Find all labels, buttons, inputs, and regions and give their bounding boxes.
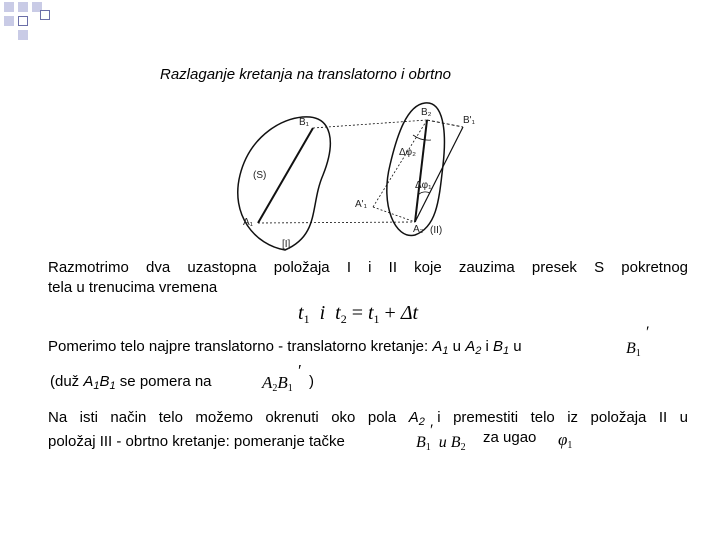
decor-square (4, 2, 14, 12)
p2-u1: u (448, 338, 466, 355)
paragraph-intro (48, 258, 688, 298)
p4-za-ugao: za ugao (483, 429, 537, 446)
p3-close: ) (309, 373, 314, 390)
math-a-sub: 2 (272, 383, 278, 394)
p2-a2-sub: 2 (475, 345, 482, 357)
label-b2: B₂ (421, 107, 432, 118)
p2-b-sub: 1 (503, 345, 510, 357)
p4-line1-b: i premestiti telo iz položaja II u (424, 409, 688, 426)
math-b: B (626, 340, 636, 357)
formula-t2: t (335, 302, 341, 324)
math-b1prime-a (626, 324, 650, 359)
line-a1prime-a2 (373, 207, 415, 222)
paragraph-translation (48, 337, 522, 361)
formula-t1: t (298, 302, 304, 324)
math-b: B (416, 434, 426, 451)
motion-figure (225, 95, 480, 260)
label-dphi2: Δφ₂ (399, 147, 417, 158)
label-a1: A₁ (243, 217, 254, 228)
math-b1prime-u-b2 (416, 422, 466, 453)
p2-u2: u (509, 338, 522, 355)
p3-a: A (83, 373, 94, 390)
math-u: u (438, 434, 447, 451)
math-a2b1prime (262, 361, 302, 394)
segment-a2-b1prime (415, 127, 463, 222)
p4-pole: A (408, 409, 419, 426)
formula-t1-sub: 1 (303, 312, 310, 326)
line-b2-b1prime (427, 120, 463, 127)
p4-line2: položaj III - obrtno kretanje: pomeranje tačke (48, 433, 345, 450)
math-phi-sub: 1 (567, 440, 573, 451)
label-s: (S) (253, 170, 267, 181)
p4-line1 (48, 408, 688, 432)
label-a2: A₂ (413, 224, 424, 235)
math-prime: ′ (430, 422, 434, 439)
math-b2-sub: 2 (460, 442, 466, 453)
formula-i: i (319, 302, 326, 324)
p2-b: B (493, 338, 504, 355)
label-b1: B₁ (299, 117, 310, 128)
p2-a-sub: 1 (442, 345, 449, 357)
line-a1-a2 (258, 222, 415, 223)
math-b-sub: 1 (287, 383, 293, 394)
formula-t1b: t (367, 302, 374, 324)
body-outline-i (238, 117, 331, 250)
line-b1-b2 (313, 120, 427, 128)
paragraph-intro-line2: tela u trenucima vremena (48, 279, 218, 296)
label-ii: (II) (430, 225, 443, 236)
p3-text: se pomera na (115, 373, 212, 390)
p3-b-sub: 1 (109, 380, 116, 392)
formula-equals: = (351, 302, 363, 324)
slide-title: Razlaganje kretanja na translatorno i obrtno (160, 66, 452, 83)
corner-decoration (0, 0, 60, 45)
label-b1prime: B'₁ (463, 115, 475, 126)
paragraph-rotation (48, 408, 688, 452)
math-prime: ′ (646, 324, 650, 341)
math-b-sub: 1 (635, 348, 641, 359)
p3-open: (duž (50, 373, 84, 390)
segment-a2-b2 (415, 120, 427, 222)
decor-square (4, 16, 14, 26)
label-a1prime: A'₁ (355, 199, 367, 210)
p2-text: Pomerimo telo najpre translatorno - translatorno kretanje: (48, 338, 433, 355)
formula-plus: + (384, 302, 396, 324)
math-phi: φ (558, 430, 568, 449)
p2-i: i (481, 338, 493, 355)
label-dphi1: Δφ₁ (415, 180, 432, 191)
math-b2: B (450, 434, 461, 451)
decor-square (40, 10, 50, 20)
formula-delta-t: Δt (400, 302, 419, 324)
formula-t1b-sub: 1 (373, 312, 380, 326)
decor-square (18, 16, 28, 26)
time-formula (298, 302, 418, 327)
math-phi1 (558, 430, 572, 451)
p4-pole-sub: 2 (418, 416, 425, 428)
p3-b: B (99, 373, 110, 390)
math-prime: ′ (298, 361, 302, 380)
math-b-sub: 1 (425, 442, 431, 453)
math-b: B (277, 373, 288, 392)
paragraph-intro-line1: Razmotrimo dva uzastopna položaja I i II koje zauzima presek S pokretnog (48, 259, 688, 276)
p2-a2: A (465, 338, 476, 355)
paragraph-segment (50, 372, 212, 396)
formula-t2-sub: 2 (340, 312, 347, 326)
p2-a: A (432, 338, 443, 355)
label-i: [I] (282, 239, 291, 250)
p4-line1-a: Na isti način telo možemo okrenuti oko pola (48, 409, 409, 426)
decor-square (18, 30, 28, 40)
arc-dphi1 (418, 192, 430, 195)
decor-square (18, 2, 28, 12)
p3-a-sub: 1 (93, 380, 100, 392)
math-a: A (262, 373, 273, 392)
